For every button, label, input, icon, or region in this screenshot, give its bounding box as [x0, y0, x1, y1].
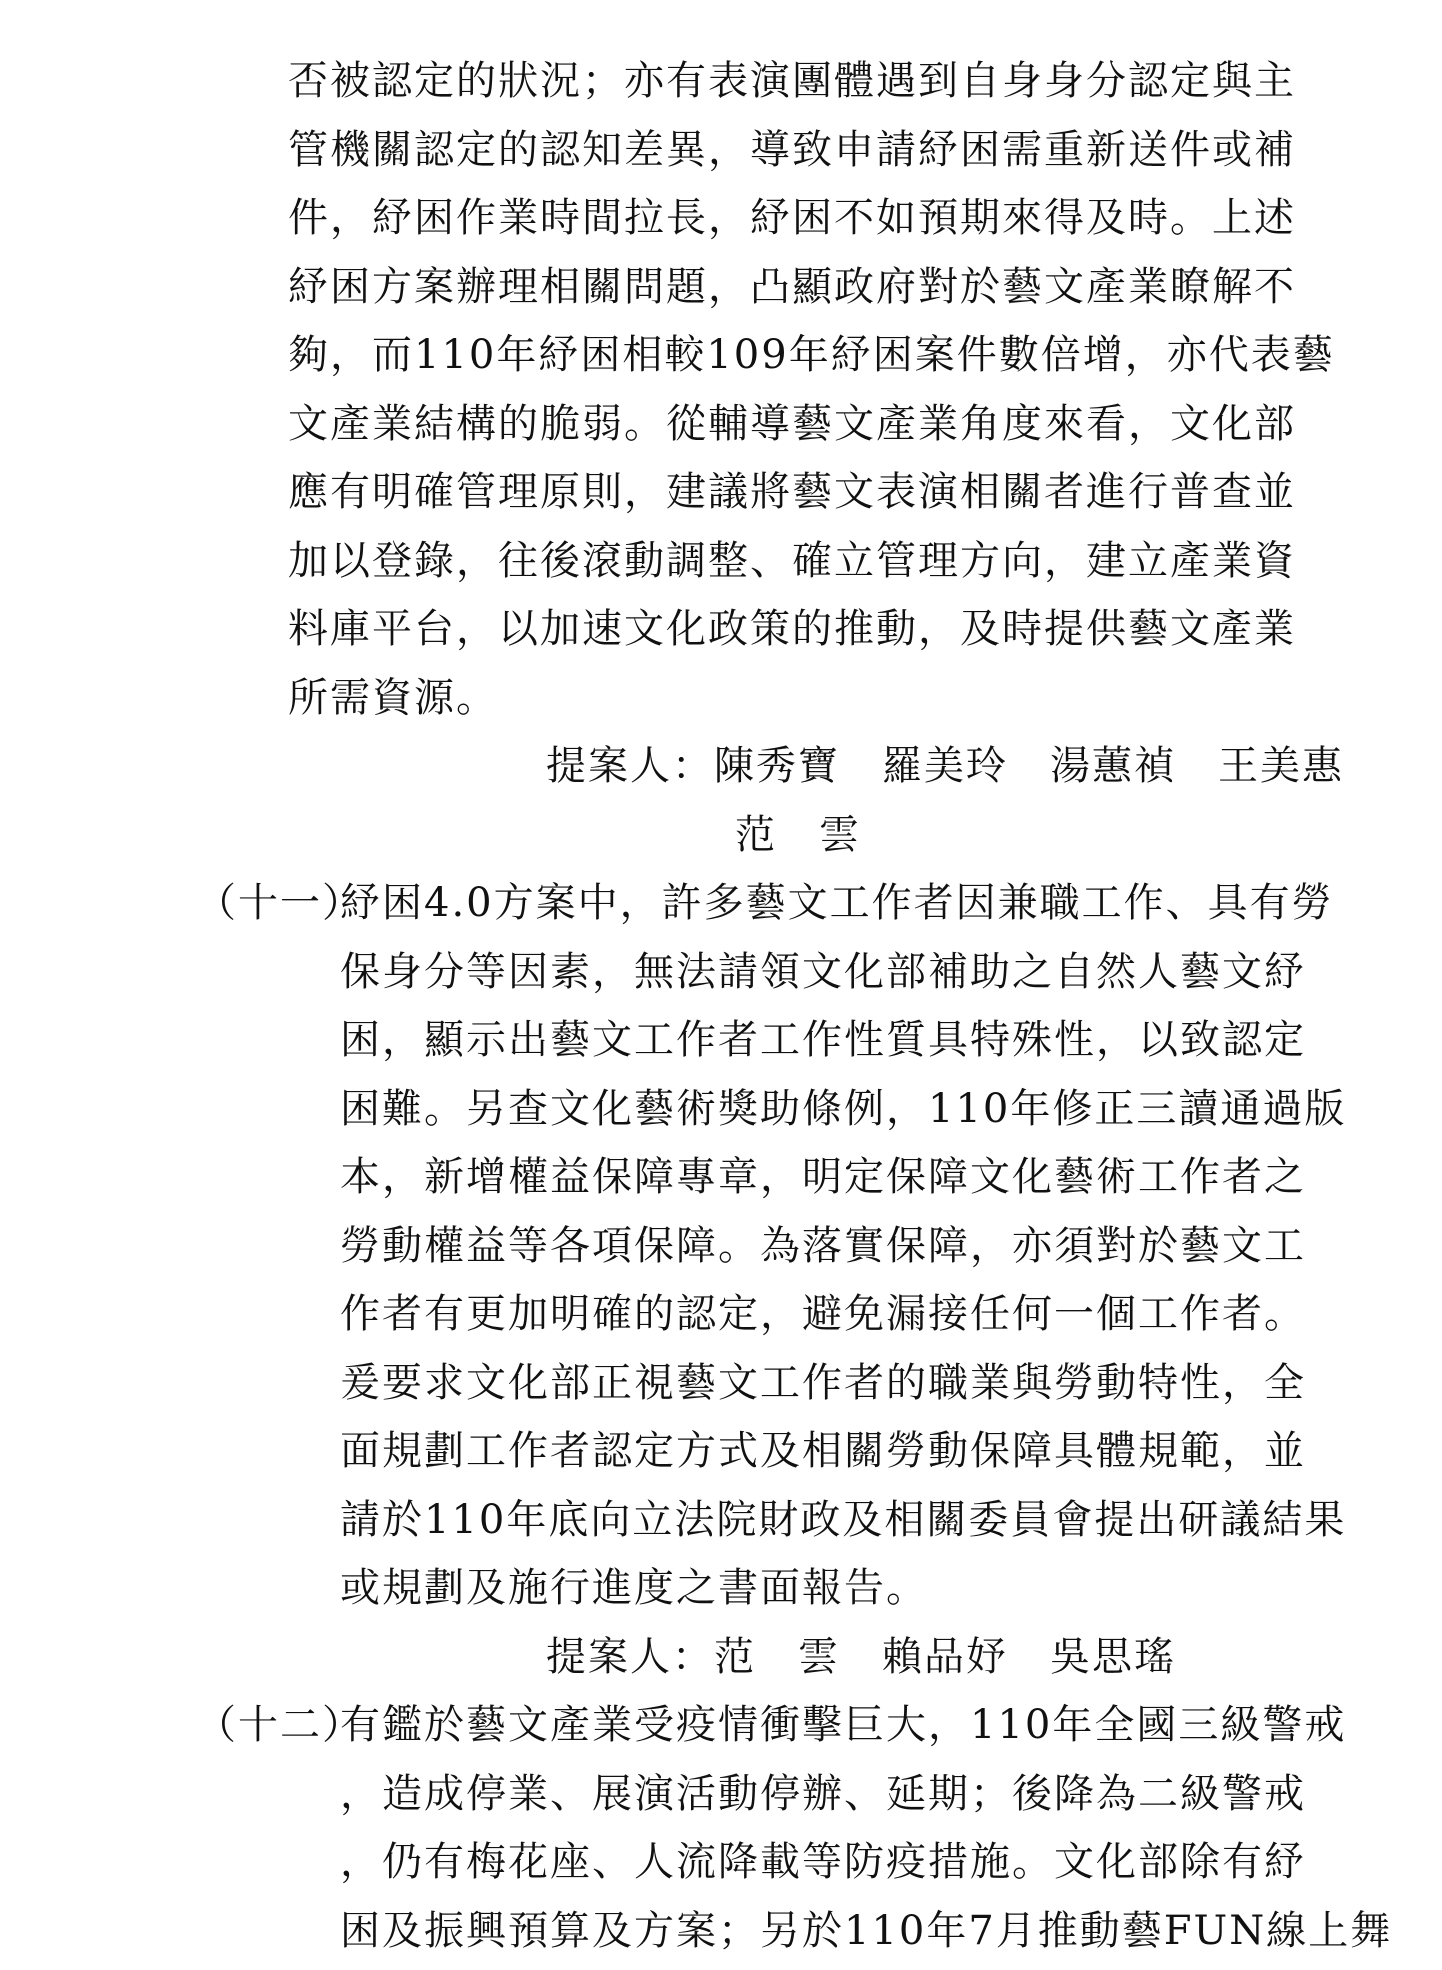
- proposers-line: 提案人：范 雲 賴品妤 吳思瑤: [546, 1634, 1176, 1680]
- item-label: （十二）: [196, 1702, 364, 1748]
- item-first-line: 有鑑於藝文產業受疫情衝擊巨大，110年全國三級警戒: [340, 1702, 1347, 1748]
- item12-line: ，仍有梅花座、人流降載等防疫措施。文化部除有紓: [340, 1839, 1306, 1885]
- item11-line: 本，新增權益保障專章，明定保障文化藝術工作者之: [340, 1154, 1306, 1200]
- paragraph1-line: 料庫平台，以加速文化政策的推動，及時提供藝文產業: [288, 606, 1296, 652]
- item11-line: 作者有更加明確的認定，避免漏接任何一個工作者。: [340, 1291, 1306, 1337]
- item11-line: 或規劃及施行進度之書面報告。: [340, 1565, 928, 1611]
- item-label: （十一）: [196, 880, 364, 926]
- item11-line: 請於110年底向立法院財政及相關委員會提出研議結果: [340, 1497, 1347, 1543]
- proposers-line: 提案人：陳秀寶 羅美玲 湯蕙禎 王美惠: [546, 743, 1344, 789]
- item11-line: 保身分等因素，無法請領文化部補助之自然人藝文紓: [340, 949, 1306, 995]
- item11-line: 困，顯示出藝文工作者工作性質具特殊性，以致認定: [340, 1017, 1306, 1063]
- paragraph1-line: 夠，而110年紓困相較109年紓困案件數倍增，亦代表藝: [288, 332, 1335, 378]
- item11-line: 面規劃工作者認定方式及相關勞動保障具體規範，並: [340, 1428, 1306, 1474]
- item-first-line: 紓困4.0方案中，許多藝文工作者因兼職工作、具有勞: [340, 880, 1334, 926]
- paragraph1-line: 紓困方案辦理相關問題，凸顯政府對於藝文產業瞭解不: [288, 264, 1296, 310]
- item12-line: 困及振興預算及方案；另於110年7月推動藝FUN線上舞: [340, 1908, 1393, 1954]
- paragraph1-line: 加以登錄，往後滾動調整、確立管理方向，建立產業資: [288, 538, 1296, 584]
- item11-line: 爰要求文化部正視藝文工作者的職業與勞動特性，全: [340, 1360, 1306, 1406]
- paragraph1-line: 應有明確管理原則，建議將藝文表演相關者進行普查並: [288, 469, 1296, 515]
- paragraph1-line: 件，紓困作業時間拉長，紓困不如預期來得及時。上述: [288, 195, 1296, 241]
- item11-line: 勞動權益等各項保障。為落實保障，亦須對於藝文工: [340, 1223, 1306, 1269]
- proposers-line: 范 雲: [735, 812, 861, 858]
- item12-line: ，造成停業、展演活動停辦、延期；後降為二級警戒: [340, 1771, 1306, 1817]
- paragraph1-line: 文產業結構的脆弱。從輔導藝文產業角度來看，文化部: [288, 401, 1296, 447]
- paragraph1-line: 管機關認定的認知差異，導致申請紓困需重新送件或補: [288, 127, 1296, 173]
- paragraph1-line: 否被認定的狀況；亦有表演團體遇到自身身分認定與主: [288, 58, 1296, 104]
- paragraph1-line: 所需資源。: [288, 675, 498, 721]
- item11-line: 困難。另查文化藝術獎助條例，110年修正三讀通過版: [340, 1086, 1347, 1132]
